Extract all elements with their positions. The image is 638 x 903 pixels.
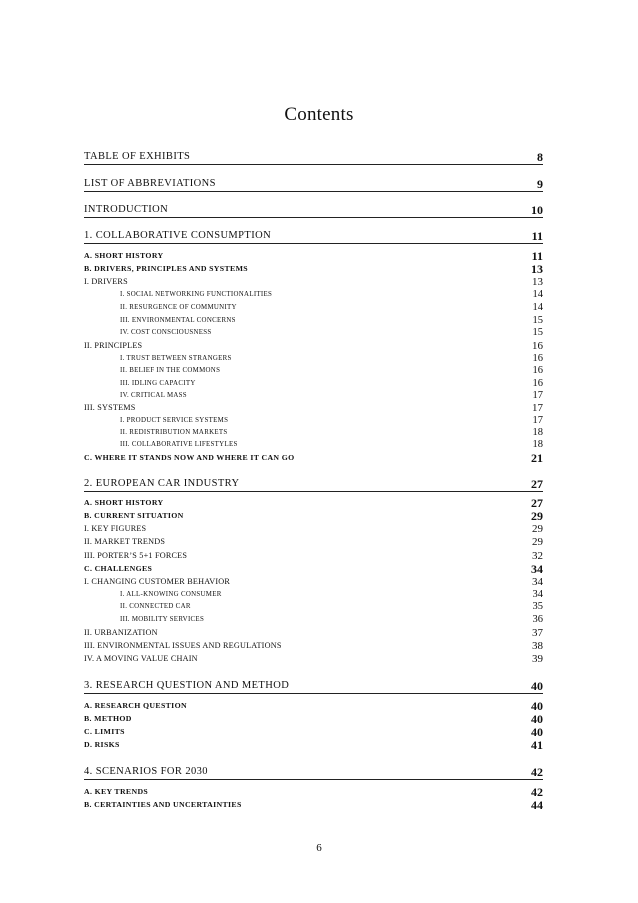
toc-entry-page-number: 40 [531, 712, 543, 726]
toc-entry-page-number: 13 [532, 276, 543, 288]
toc-entry-page-number: 16 [532, 378, 543, 389]
toc-entry-page-number: 34 [531, 562, 543, 576]
toc-entry-page-number: 40 [531, 679, 543, 693]
toc-entry-label: II. REDISTRIBUTION MARKETS [120, 429, 228, 436]
toc-entry[interactable] [84, 712, 543, 726]
toc-entry-page-number: 17 [532, 390, 543, 401]
toc-entry[interactable] [84, 150, 543, 165]
toc-entry[interactable] [120, 364, 543, 378]
toc-entry[interactable] [84, 451, 543, 465]
toc-entry-page-number: 17 [532, 402, 543, 414]
toc-entry-page-number: 44 [531, 798, 543, 812]
toc-entry-page-number: 16 [532, 353, 543, 364]
toc-entry-label: C. CHALLENGES [84, 564, 153, 573]
toc-entry-page-number: 8 [537, 150, 543, 164]
toc-entry-page-number: 29 [532, 523, 543, 535]
toc-entry-label: C. WHERE IT STANDS NOW AND WHERE IT CAN GO [84, 453, 295, 462]
toc-entry-page-number: 9 [537, 177, 543, 191]
toc-entry-label: I. KEY FIGURES [84, 524, 147, 533]
toc-entry-page-number: 41 [531, 738, 543, 752]
toc-entry[interactable] [84, 535, 543, 549]
toc-entry-page-number: 29 [532, 536, 543, 548]
toc-entry-label: IV. COST CONSCIOUSNESS [120, 329, 212, 336]
toc-entry-page-number: 32 [532, 550, 543, 562]
toc-entry-page-number: 11 [531, 249, 543, 263]
toc-entry[interactable] [84, 249, 543, 263]
toc-entry-label: 1. COLLABORATIVE CONSUMPTION [84, 230, 272, 241]
toc-entry-label: I. PRODUCT SERVICE SYSTEMS [120, 417, 229, 424]
toc-entry-label: III. MOBILITY SERVICES [120, 616, 205, 623]
toc-entry[interactable] [84, 177, 543, 192]
toc-entry-page-number: 11 [531, 229, 543, 243]
toc-entry-label: II. CONNECTED CAR [120, 603, 191, 610]
toc-entry-page-number: 16 [532, 340, 543, 352]
toc-entry-label: TABLE OF EXHIBITS [84, 151, 191, 162]
toc-entry-label: III. SYSTEMS [84, 403, 136, 412]
toc-entry[interactable] [84, 626, 543, 640]
toc-entry-label: IV. A MOVING VALUE CHAIN [84, 654, 198, 663]
toc-entry-page-number: 21 [531, 451, 543, 465]
toc-entry[interactable] [120, 301, 543, 315]
toc-entry[interactable] [84, 549, 543, 563]
toc-entry-label: LIST OF ABBREVIATIONS [84, 178, 216, 189]
toc-entry-page-number: 14 [532, 289, 543, 300]
toc-entry-label: III. ENVIRONMENTAL CONCERNS [120, 317, 236, 324]
toc-entry-label: II. PRINCIPLES [84, 341, 143, 350]
toc-entry-label: I. TRUST BETWEEN STRANGERS [120, 355, 232, 362]
toc-entry-page-number: 13 [531, 262, 543, 276]
toc-entry[interactable] [84, 785, 543, 799]
toc-entry[interactable] [84, 339, 543, 353]
toc-entry-label: 3. RESEARCH QUESTION AND METHOD [84, 680, 290, 691]
toc-entry[interactable] [84, 765, 543, 780]
toc-entry-label: B. CURRENT SITUATION [84, 511, 184, 520]
toc-entry[interactable] [84, 401, 543, 415]
toc-entry-label: III. COLLABORATIVE LIFESTYLES [120, 441, 238, 448]
toc-entry-label: I. CHANGING CUSTOMER BEHAVIOR [84, 577, 231, 586]
toc-entry-label: A. SHORT HISTORY [84, 498, 164, 507]
toc-entry-label: III. PORTER’S 5+1 FORCES [84, 551, 188, 560]
toc-entry-page-number: 17 [532, 415, 543, 426]
toc-entry-page-number: 18 [532, 439, 543, 450]
toc-entry-label: C. LIMITS [84, 727, 125, 736]
toc-entry-page-number: 14 [532, 302, 543, 313]
toc-entry-page-number: 42 [531, 765, 543, 779]
toc-entry[interactable] [120, 288, 543, 302]
page-number: 6 [316, 842, 322, 854]
toc-entry-label: II. URBANIZATION [84, 628, 158, 637]
toc-entry[interactable] [84, 575, 543, 589]
toc-entry[interactable] [84, 639, 543, 653]
toc-entry-page-number: 15 [532, 315, 543, 326]
toc-entry[interactable] [120, 326, 543, 340]
toc-entry-page-number: 38 [532, 640, 543, 652]
toc-entry-label: I. DRIVERS [84, 277, 128, 286]
toc-entry-page-number: 15 [532, 327, 543, 338]
toc-entry-label: B. CERTAINTIES AND UNCERTAINTIES [84, 800, 242, 809]
toc-entry[interactable] [120, 600, 543, 614]
toc-entry-page-number: 37 [532, 627, 543, 639]
page-title: Contents [284, 104, 354, 125]
toc-entry-label: A. SHORT HISTORY [84, 251, 164, 260]
toc-entry[interactable] [120, 613, 543, 627]
toc-entry-label: B. METHOD [84, 714, 132, 723]
toc-entry-page-number: 34 [532, 589, 543, 600]
toc-entry-label: B. DRIVERS, PRINCIPLES AND SYSTEMS [84, 264, 248, 273]
toc-entry[interactable] [84, 562, 543, 576]
toc-entry-page-number: 40 [531, 725, 543, 739]
toc-entry-label: II. RESURGENCE OF COMMUNITY [120, 304, 237, 311]
toc-entry[interactable] [84, 652, 543, 666]
toc-entry[interactable] [84, 738, 543, 752]
toc-entry-page-number: 39 [532, 653, 543, 665]
toc-entry-label: A. RESEARCH QUESTION [84, 701, 187, 710]
toc-entry[interactable] [84, 679, 543, 694]
toc-entry[interactable] [84, 798, 543, 812]
toc-entry-label: 2. EUROPEAN CAR INDUSTRY [84, 478, 240, 489]
toc-entry-page-number: 36 [532, 614, 543, 625]
toc-entry[interactable] [84, 699, 543, 713]
toc-entry-page-number: 34 [532, 576, 543, 588]
toc-entry-label: I. ALL-KNOWING CONSUMER [120, 591, 222, 598]
toc-entry[interactable] [84, 522, 543, 536]
toc-entry-page-number: 16 [532, 365, 543, 376]
toc-entry-label: III. ENVIRONMENTAL ISSUES AND REGULATIONS [84, 641, 282, 650]
toc-entry[interactable] [84, 496, 543, 510]
toc-entry-label: III. IDLING CAPACITY [120, 380, 196, 387]
toc-entry-page-number: 18 [532, 427, 543, 438]
toc-entry-page-number: 40 [531, 699, 543, 713]
toc-entry[interactable] [120, 438, 543, 452]
toc-entry-page-number: 27 [531, 496, 543, 510]
toc-entry-page-number: 35 [532, 601, 543, 612]
toc-entry-label: IV. CRITICAL MASS [120, 392, 187, 399]
toc-entry[interactable] [84, 275, 543, 289]
toc-entry-label: II. BELIEF IN THE COMMONS [120, 367, 221, 374]
toc-entry[interactable] [84, 477, 543, 492]
toc-entry[interactable] [84, 203, 543, 218]
toc-entry[interactable] [84, 229, 543, 244]
toc-entry-label: 4. SCENARIOS FOR 2030 [84, 766, 208, 777]
toc-entry-page-number: 27 [531, 477, 543, 491]
toc-entry-label: D. RISKS [84, 740, 120, 749]
toc-entry[interactable] [84, 509, 543, 523]
toc-entry-label: II. MARKET TRENDS [84, 537, 166, 546]
toc-entry[interactable] [84, 262, 543, 276]
toc-entry-page-number: 42 [531, 785, 543, 799]
toc-entry-label: I. SOCIAL NETWORKING FUNCTIONALITIES [120, 291, 273, 298]
toc-entry-label: INTRODUCTION [84, 204, 169, 215]
toc-entry-label: A. KEY TRENDS [84, 787, 149, 796]
toc-entry-page-number: 10 [531, 203, 543, 217]
toc-entry[interactable] [84, 725, 543, 739]
toc-entry-page-number: 29 [531, 509, 543, 523]
